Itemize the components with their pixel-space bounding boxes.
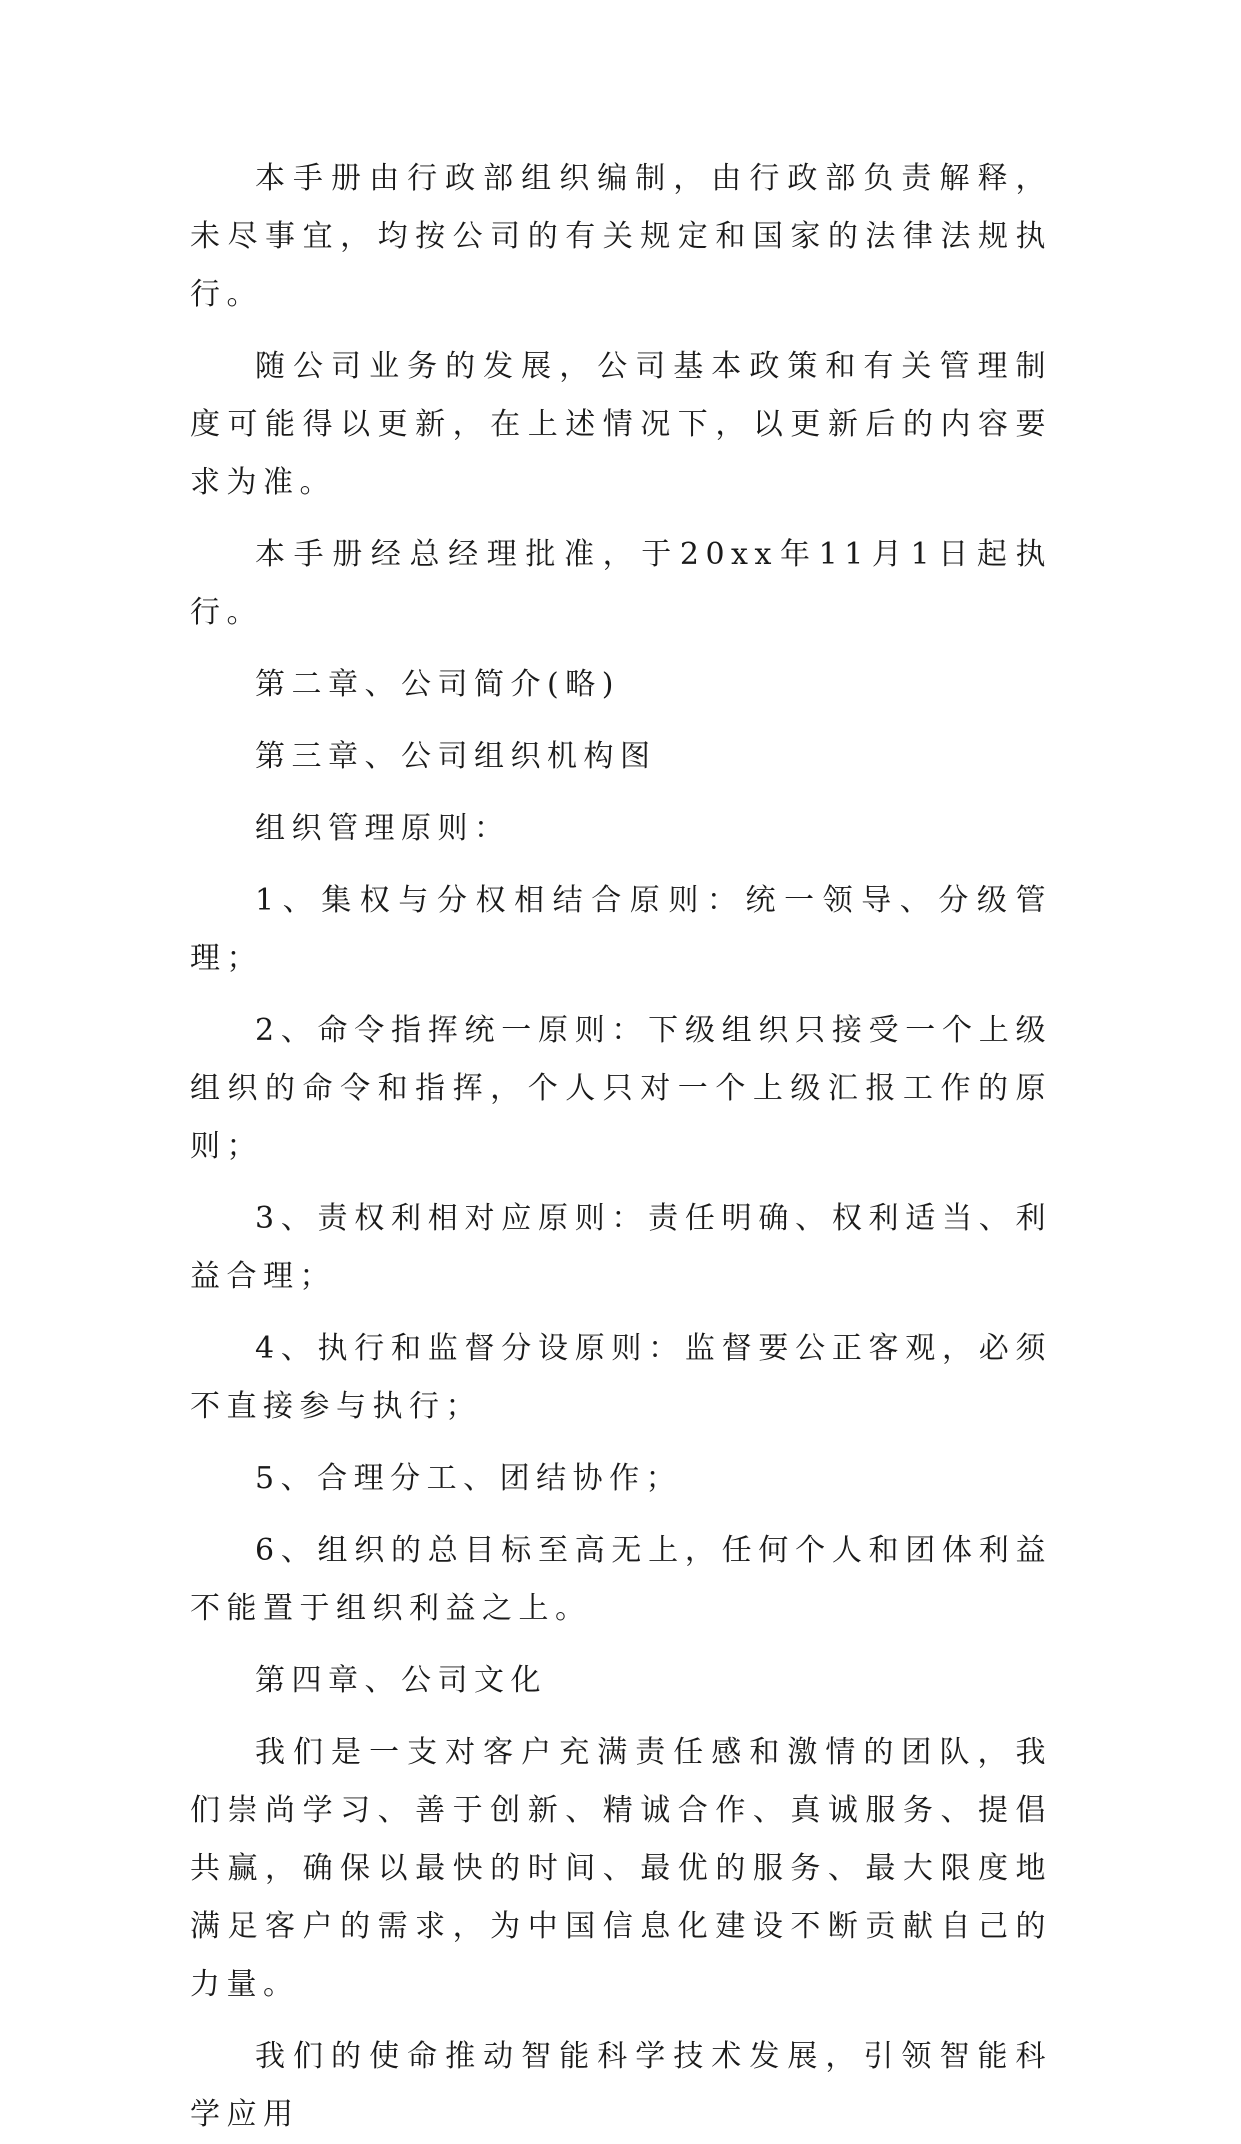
principle-item-1: 1、集权与分权相结合原则：统一领导、分级管理； bbox=[190, 883, 1052, 976]
paragraph-team-culture: 我们是一支对客户充满责任感和激情的团队，我们崇尚学习、善于创新、精诚合作、真诚服务、提倡共赢，确保以最快的时间、最优的服务、最大限度地满足客户的需求，为中国信息化建设不断贡献自己的力量。 bbox=[190, 1735, 1052, 2002]
principle-item-2: 2、命令指挥统一原则：下级组织只接受一个上级组织的命令和指挥，个人只对一个上级汇报工作的原则； bbox=[190, 1013, 1052, 1164]
principle-item-5: 5、合理分工、团结协作； bbox=[255, 1461, 683, 1496]
paragraph-policy-update: 随公司业务的发展，公司基本政策和有关管理制度可能得以更新，在上述情况下，以更新后的内容要求为准。 bbox=[190, 349, 1052, 500]
principle-item-3: 3、责权利相对应原则：责任明确、权利适当、利益合理； bbox=[190, 1201, 1052, 1294]
paragraph-effective-date: 本手册经总经理批准，于20xx年11月1日起执行。 bbox=[190, 537, 1052, 630]
chapter-heading-org-chart: 第三章、公司组织机构图 bbox=[255, 739, 657, 774]
principle-item-6: 6、组织的总目标至高无上，任何个人和团体利益不能置于组织利益之上。 bbox=[190, 1533, 1052, 1626]
chapter-heading-company-intro: 第二章、公司简介(略) bbox=[255, 667, 620, 702]
chapter-heading-company-culture: 第四章、公司文化 bbox=[255, 1663, 547, 1698]
principle-item-4: 4、执行和监督分设原则：监督要公正客观，必须不直接参与执行； bbox=[190, 1331, 1052, 1424]
paragraph-handbook-interpretation: 本手册由行政部组织编制，由行政部负责解释，未尽事宜，均按公司的有关规定和国家的法律法规执行。 bbox=[190, 161, 1052, 312]
paragraph-mission: 我们的使命推动智能科学技术发展，引领智能科学应用 bbox=[190, 2039, 1052, 2132]
section-heading-principles: 组织管理原则： bbox=[255, 811, 511, 846]
document-body bbox=[190, 150, 1052, 2144]
